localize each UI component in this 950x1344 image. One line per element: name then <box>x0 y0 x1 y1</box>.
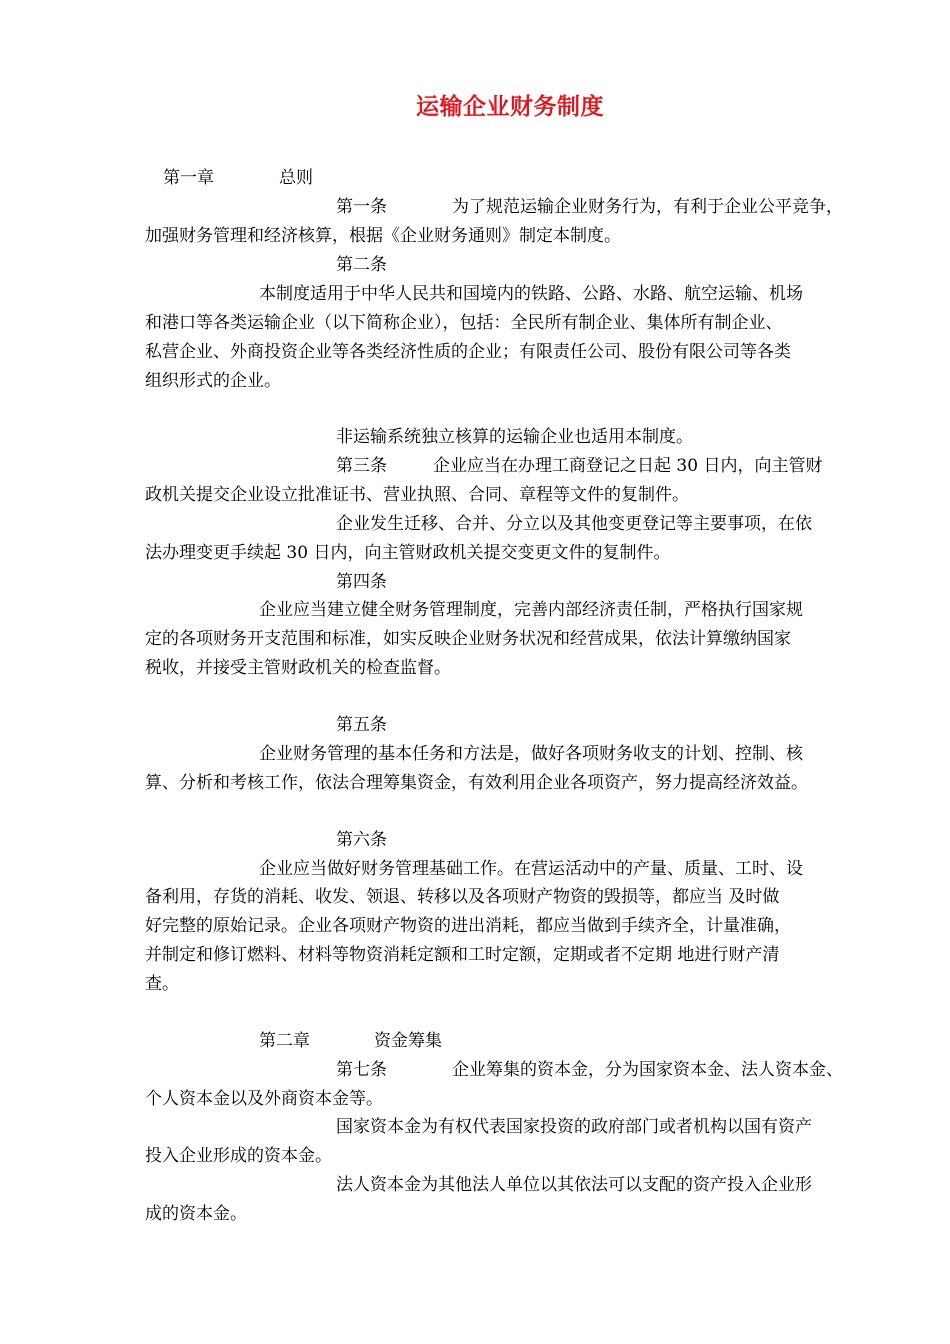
chapter-heading-number: 第一章 <box>163 168 214 188</box>
paragraph-line: 国家资本金为有权代表国家投资的政府部门或者机构以国有资产 <box>336 1117 812 1137</box>
document-title: 运输企业财务制度 <box>416 93 604 120</box>
paragraph-line: 定的各项财务开支范围和标准，如实反映企业财务状况和经营成果，依法计算缴纳国家 <box>145 629 791 649</box>
paragraph-line: 个人资本金以及外商资本金等。 <box>145 1089 383 1109</box>
paragraph-line: 算、分析和考核工作，依法合理筹集资金，有效利用企业各项资产，努力提高经济效益。 <box>145 773 808 793</box>
paragraph-line: 好完整的原始记录。企业各项财产物资的进出消耗，都应当做到手续齐全，计量准确， <box>145 916 791 936</box>
article-heading: 第五条 <box>336 715 387 735</box>
paragraph-line: 查。 <box>145 974 179 994</box>
paragraph-line: 非运输系统独立核算的运输企业也适用本制度。 <box>336 427 693 447</box>
paragraph-line: 成的资本金。 <box>145 1204 247 1224</box>
paragraph-line: 企业应当建立健全财务管理制度，完善内部经济责任制，严格执行国家规 <box>259 600 803 620</box>
chapter-heading-name: 总则 <box>279 168 313 188</box>
paragraph-line: 税收，并接受主管财政机关的检查监督。 <box>145 658 451 678</box>
paragraph-line: 组织形式的企业。 <box>145 371 281 391</box>
paragraph-line: 企业应当做好财务管理基础工作。在营运活动中的产量、质量、工时、设 <box>259 859 803 879</box>
article-heading: 第二条 <box>336 255 387 275</box>
paragraph-line: 法办理变更手续起 30 日内，向主管财政机关提交变更文件的复制件。 <box>145 543 671 563</box>
article-heading: 第一条 <box>336 197 387 217</box>
paragraph-line: 为了规范运输企业财务行为，有利于企业公平竞争， <box>452 197 843 217</box>
paragraph-line: 并制定和修订燃料、材料等物资消耗定额和工时定额，定期或者不定期 地进行财产清 <box>145 945 780 965</box>
paragraph-line: 企业筹集的资本金，分为国家资本金、法人资本金、 <box>452 1060 843 1080</box>
article-heading: 第四条 <box>336 572 387 592</box>
article-heading: 第三条 <box>336 456 387 476</box>
paragraph-line: 企业财务管理的基本任务和方法是，做好各项财务收支的计划、控制、核 <box>259 744 803 764</box>
article-heading: 第七条 <box>336 1060 387 1080</box>
paragraph-line: 法人资本金为其他法人单位以其依法可以支配的资产投入企业形 <box>336 1175 812 1195</box>
paragraph-line: 私营企业、外商投资企业等各类经济性质的企业；有限责任公司、股份有限公司等各类 <box>145 342 791 362</box>
paragraph-line: 和港口等各类运输企业（以下简称企业），包括：全民所有制企业、集体所有制企业、 <box>145 313 783 333</box>
paragraph-line: 投入企业形成的资本金。 <box>145 1146 332 1166</box>
paragraph-line: 政机关提交企业设立批准证书、营业执照、合同、章程等文件的复制件。 <box>145 485 689 505</box>
paragraph-line: 备利用，存货的消耗、收发、领退、转移以及各项财产物资的毁损等，都应当 及时做 <box>145 887 780 907</box>
paragraph-line: 本制度适用于中华人民共和国境内的铁路、公路、水路、航空运输、机场 <box>259 284 803 304</box>
article-heading: 第六条 <box>336 830 387 850</box>
chapter-heading-name: 资金筹集 <box>374 1031 442 1051</box>
paragraph-line: 企业发生迁移、合并、分立以及其他变更登记等主要事项，在依 <box>336 514 812 534</box>
paragraph-line: 加强财务管理和经济核算，根据《企业财务通则》制定本制度。 <box>145 226 621 246</box>
paragraph-line: 企业应当在办理工商登记之日起 30 日内，向主管财 <box>433 456 823 476</box>
chapter-heading-number: 第二章 <box>259 1031 310 1051</box>
